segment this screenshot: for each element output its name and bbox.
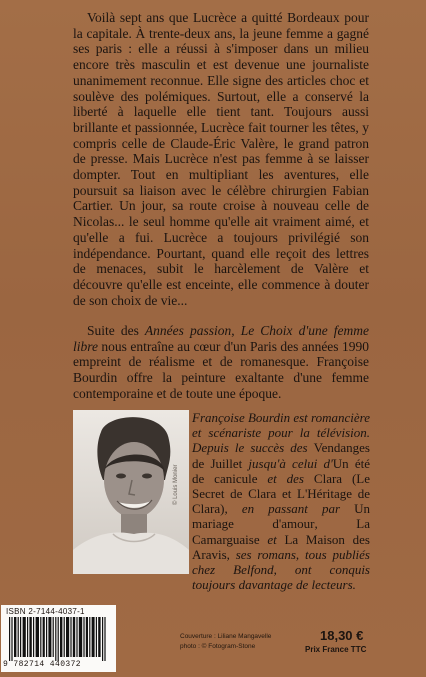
sequel-title-2: Le Choix d'une femme libre [73, 323, 370, 354]
bio-book-6: La Maison des Aravis [192, 531, 370, 562]
bio-text-3: et des [257, 470, 314, 486]
price-label: Prix France TTC [305, 645, 367, 654]
price: 18,30 € [320, 628, 364, 643]
barcode-digits: 9 782714 440372 [3, 660, 82, 669]
synopsis-paragraph: Voilà sept ans que Lucrèce a quitté Bordeaux pour la capitale. À trente-deux ans, la jeune femme a gagné ses paris : elle a réussi à s'imposer dans un milieu encore très masculin et est devenue une journaliste unanimement reconnue. Elle signe des articles choc et soulève des polémiques. Surtout, elle a conservé la liberté à laquelle elle tient tant. Toujours aussi brillante et passionnée, Lucrèce fait tourner les têtes, y compris celle de Claude-Éric Valère, le grand patron de presse. Mais Lucrèce n'est pas femme à se laisser dompter. Tout en multipliant les aventures, elle poursuit sa liaison avec le célèbre chirurgien Fabian Cartier. Un jour, sa route croise à nouveau celle de Nicolas... le seul homme qu'elle ait vraiment aimé, et qu'elle a fui. Lucrèce a toujours privilégié son indépendance. Pourtant, quand elle reçoit des lettres de menaces, subit le harcèlement de Valère et découvre qu'elle est enceinte, elle commence à douter de son choix de vie... [73, 10, 369, 308]
bio-book-1: Vendanges de Juillet [192, 440, 370, 471]
sequel-title-1: Années passion [144, 323, 232, 338]
bio-text-6: et [259, 531, 285, 547]
bio-text-4: , en passant par [224, 501, 355, 517]
sequel-paragraph [73, 323, 369, 402]
bio-text-5: , [314, 516, 357, 532]
photo-credit: © Louis Monier [173, 464, 179, 505]
sequel-intro: Suite des [87, 323, 145, 338]
cover-design-credit: Couverture : Liliane Mangavelle [180, 633, 272, 640]
bio-book-2: Un été de canicule [192, 455, 371, 486]
bio-text-2: jusqu'à celui d' [242, 455, 333, 471]
sequel-rest: nous entraîne au cœur d'un Paris des années 1990 empreint de réalisme et de romanesque. Françoise Bourdin offre la peinture exaltante d'une femme contemporaine et de toute une époque. [73, 338, 369, 401]
bio-book-4: Un mariage d'amour [192, 501, 370, 532]
author-portrait [73, 410, 189, 574]
sequel-separator: , [231, 323, 241, 338]
cover-credits [180, 632, 280, 652]
cover-photo-credit: photo : © Fotogram-Stone [180, 643, 256, 650]
barcode-panel [1, 605, 116, 672]
author-photo [73, 410, 189, 574]
isbn-number: ISBN 2-7144-4037-1 [6, 607, 85, 616]
bio-book-3: Clara (Le Secret de Clara et L'Héritage de Clara) [192, 470, 370, 517]
barcode-icon [9, 617, 109, 661]
bio-text-7: , ses romans, tous publiés chez Belfond, ont conquis toujours davantage de lecteurs. [192, 546, 370, 593]
author-bio [192, 410, 370, 592]
bio-book-5: La Camarguaise [192, 516, 371, 547]
bio-text-1: Françoise Bourdin est romancière et scénariste pour la télévision. Depuis le succès des [192, 410, 370, 456]
